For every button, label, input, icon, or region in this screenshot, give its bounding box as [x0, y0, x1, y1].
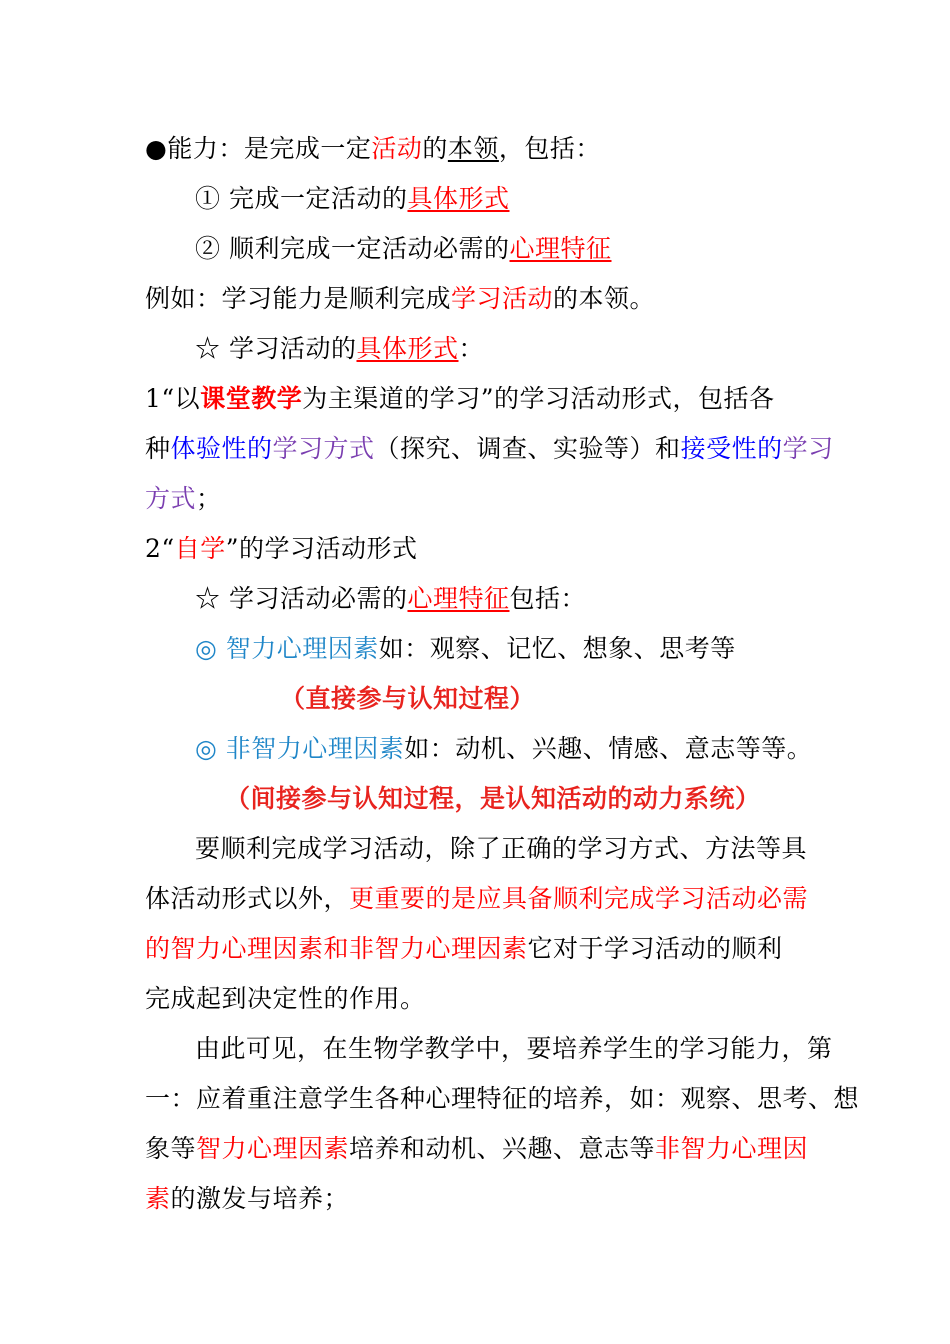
experiential-term: 体验性的	[170, 434, 273, 463]
classroom-teaching-term: 课堂教学	[200, 384, 303, 413]
star-icon: ☆	[195, 334, 221, 363]
activity-term: 活动	[371, 134, 423, 163]
circled-one-marker: ①	[195, 184, 221, 213]
emphasis-text: 更重要的是应具备顺利完成学习活动必需	[349, 884, 809, 913]
ability-definition: ●能力：是完成一定活动的本领，包括：	[145, 134, 601, 163]
para2-line3: 象等智力心理因素培养和动机、兴趣、意志等非智力心理因	[145, 1134, 809, 1163]
specific-form-term: 具体形式	[407, 184, 510, 213]
psych-trait-term: 心理特征	[407, 584, 510, 613]
para2-line2: 一：应着重注意学生各种心理特征的培养，如：观察、思考、想	[145, 1084, 860, 1113]
psych-trait-term: 心理特征	[509, 234, 612, 263]
non-intellectual-factor-term: 非智力心理因素	[225, 734, 405, 763]
trait2-line: ◎ 非智力心理因素如：动机、兴趣、情感、意志等等。	[195, 734, 813, 763]
learning-activity-term: 学习活动	[451, 284, 554, 313]
para1-line2: 体活动形式以外，更重要的是应具备顺利完成学习活动必需	[145, 884, 809, 913]
non-intellectual-factor-term: 非智力心理因	[655, 1134, 809, 1163]
para1-line3: 的智力心理因素和非智力心理因素它对于学习活动的顺利	[145, 934, 783, 963]
trait2-note: （间接参与认知过程，是认知活动的动力系统）	[225, 784, 761, 813]
double-circle-icon: ◎	[195, 634, 218, 663]
component-item-2: ② 顺利完成一定活动必需的心理特征	[195, 234, 612, 263]
trait1-line: ◎ 智力心理因素如：观察、记忆、想象、思考等	[195, 634, 736, 663]
self-study-term: 自学	[174, 534, 226, 563]
receptive-term: 接受性的	[680, 434, 783, 463]
emphasis-text: 的智力心理因素和非智力心理因素	[145, 934, 528, 963]
learning-mode-term: 学习方式	[272, 434, 375, 463]
para2-line4: 素的激发与培养；	[145, 1184, 350, 1213]
ability-term: 本领	[447, 134, 499, 163]
component-item-1: ① 完成一定活动的具体形式	[195, 184, 510, 213]
bullet-icon: ●	[145, 134, 168, 163]
intellectual-factor-term: 智力心理因素	[225, 634, 379, 663]
example-line: 例如：学习能力是顺利完成学习活动的本领。	[145, 284, 656, 313]
intellectual-factor-term: 智力心理因素	[196, 1134, 350, 1163]
double-circle-icon: ◎	[195, 734, 218, 763]
para2-line1: 由此可见，在生物学教学中，要培养学生的学习能力，第	[195, 1034, 833, 1063]
form2-line: 2“自学”的学习活动形式	[145, 534, 418, 563]
specific-form-term: 具体形式	[356, 334, 459, 363]
circled-two-marker: ②	[195, 234, 221, 263]
trait1-note: （直接参与认知过程）	[280, 684, 536, 713]
form1-line3: 方式；	[145, 484, 222, 513]
form1-line1: 1“以课堂教学为主渠道的学习”的学习活动形式，包括各	[145, 384, 775, 413]
traits-heading: ☆ 学习活动必需的心理特征包括：	[195, 584, 587, 613]
para1-line1: 要顺利完成学习活动，除了正确的学习方式、方法等具	[195, 834, 808, 863]
forms-heading: ☆ 学习活动的具体形式：	[195, 334, 485, 363]
form1-line2: 种体验性的学习方式（探究、调查、实验等）和接受性的学习	[145, 434, 834, 463]
star-icon: ☆	[195, 584, 221, 613]
para1-line4: 完成起到决定性的作用。	[145, 984, 426, 1013]
